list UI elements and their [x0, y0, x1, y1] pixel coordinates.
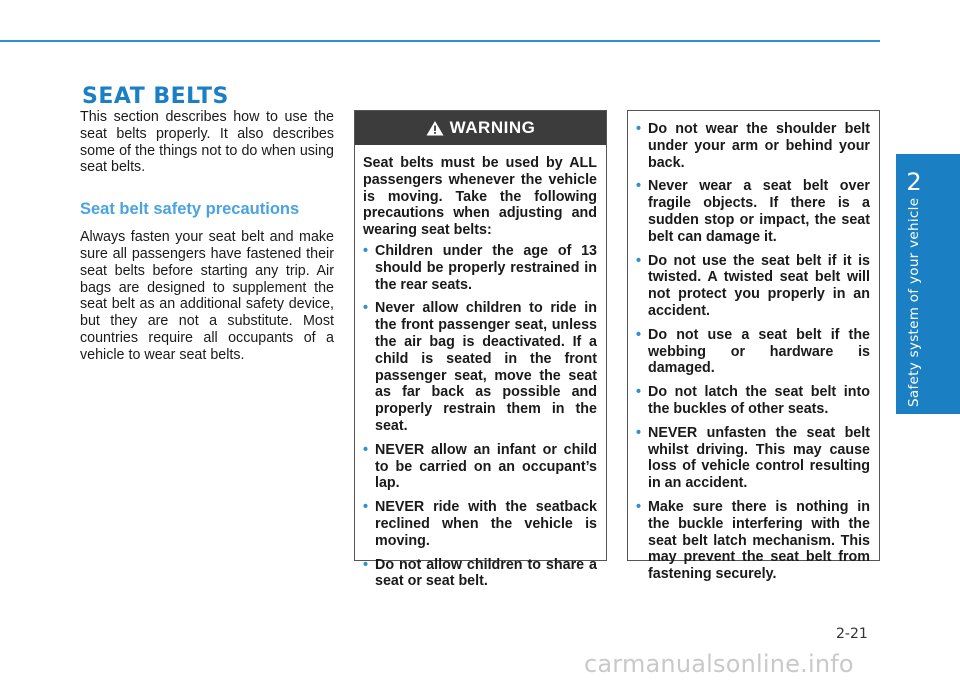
list-item: • NEVER allow an infant or child to be carried on an occupant’s lap. [363, 442, 597, 492]
chapter-tab [896, 154, 960, 414]
warning-continued-body [628, 111, 879, 583]
list-item: • Do not allow children to share a seat or seat belt. [363, 557, 597, 591]
list-item: • Never allow children to ride in the front passenger seat, unless the air bag is deactivated. If a child is seated in the front passenger seat, move the seat as far back as possible and properly restrain them in the seat. [363, 300, 597, 434]
warning-header [355, 111, 606, 145]
page-number: 2-21 [836, 626, 868, 642]
top-rule [0, 40, 880, 42]
warning-lead: Seat belts must be used by ALL passengers whenever the vehicle is moving. Take the following precautions when adjusting and wearing seat belts: [363, 155, 597, 239]
list-item: • Make sure there is nothing in the buckle interfering with the seat belt latch mechanism. This may prevent the seat belt from fastening securely. [636, 499, 870, 583]
left-column [80, 109, 334, 364]
list-item: • Children under the age of 13 should be properly restrained in the rear seats. [363, 243, 597, 293]
list-item: • Do not use the seat belt if it is twisted. A twisted seat belt will not protect you properly in an accident. [636, 253, 870, 320]
warning-continued-list [636, 121, 870, 583]
precautions-paragraph: Always fasten your seat belt and make sure all passengers have fastened their seat belts before starting any trip. Air bags are designed to supplement the seat belt as an additional safety device, but they are not a substitute. Most countries require all occupants of a vehicle to wear seat belts. [80, 229, 334, 363]
intro-paragraph: This section describes how to use the seat belts properly. It also describes some of the things not to do when using seat belts. [80, 109, 334, 176]
warning-label: WARNING [449, 118, 536, 137]
list-item: • NEVER ride with the seatback reclined when the vehicle is moving. [363, 499, 597, 549]
list-item: • Do not use a seat belt if the webbing or hardware is damaged. [636, 327, 870, 377]
chapter-number: 2 [906, 168, 922, 196]
precautions-heading: Seat belt safety precautions [80, 200, 300, 219]
warning-body [355, 145, 606, 590]
chapter-title-container [902, 197, 926, 407]
list-item: • Never wear a seat belt over fragile objects. If there is a sudden stop or impact, the seat belt can damage it. [636, 178, 870, 245]
list-item: • NEVER unfasten the seat belt whilst driving. This may cause loss of vehicle control resulting in an accident. [636, 425, 870, 492]
warning-continued-box [627, 110, 880, 583]
watermark: carmanualsonline.info [584, 650, 854, 678]
section-title: SEAT BELTS [82, 84, 229, 109]
chapter-title: Safety system of your vehicle [906, 197, 922, 407]
list-item: • Do not latch the seat belt into the buckles of other seats. [636, 384, 870, 418]
warning-box [354, 110, 607, 590]
list-item: • Do not wear the shoulder belt under your arm or behind your back. [636, 121, 870, 171]
warning-triangle-icon [426, 120, 444, 136]
warning-list [363, 243, 597, 590]
